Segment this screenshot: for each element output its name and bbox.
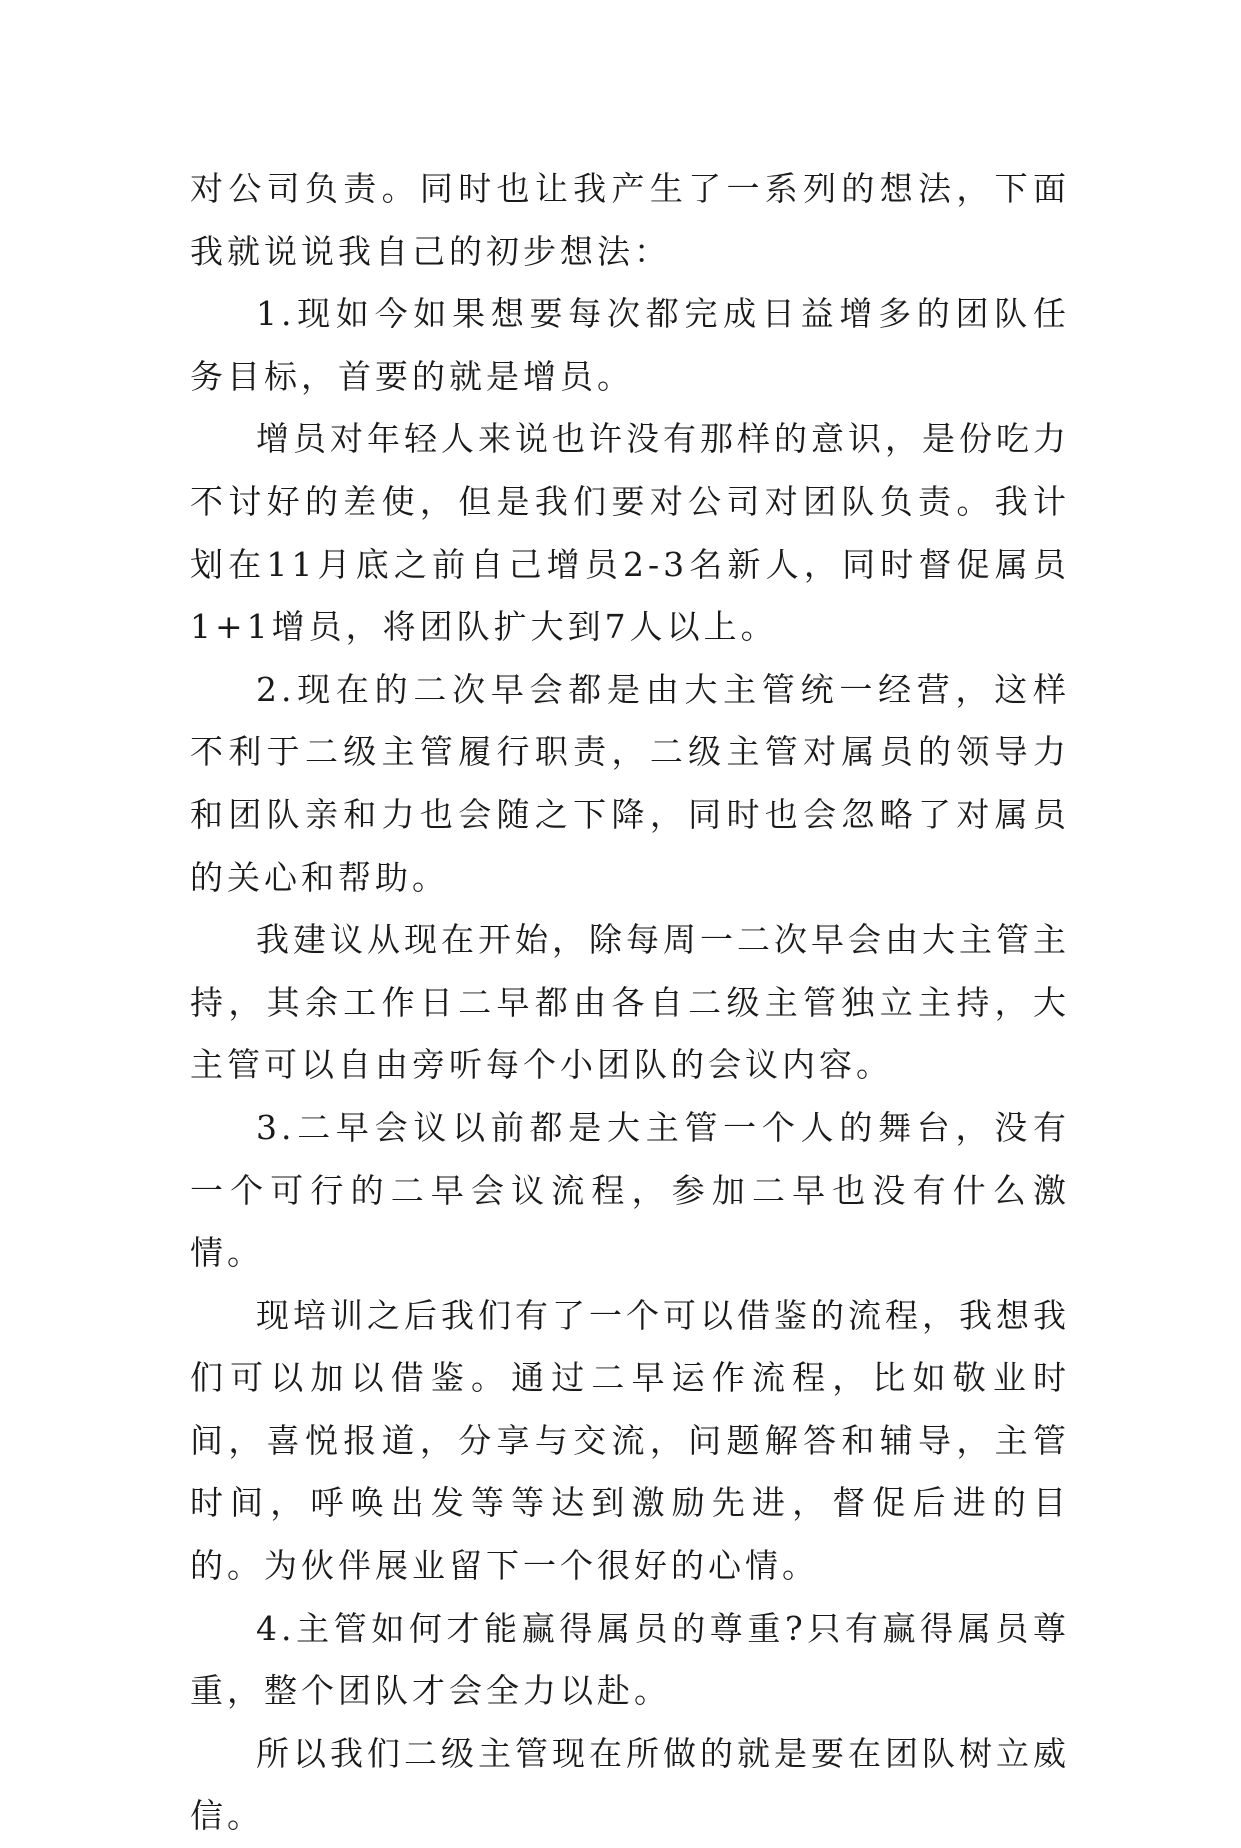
paragraph: 增员对年轻人来说也许没有那样的意识，是份吃力不讨好的差使，但是我们要对公司对团队负责。我计划在11月底之前自己增员2-3名新人，同时督促属员1+1增员，将团队扩大到7人以上。 [190,419,1070,647]
paragraph: 4.主管如何才能赢得属员的尊重?只有赢得属员尊重，整个团队才会全力以赴。 [190,1608,1070,1711]
paragraph: 对公司负责。同时也让我产生了一系列的想法，下面我就说说我自己的初步想法： [190,169,1070,271]
paragraph: 1.现如今如果想要每次都完成日益增多的团队任务目标，首要的就是增员。 [190,294,1070,396]
paragraph: 3.二早会议以前都是大主管一个人的舞台，没有一个可行的二早会议流程，参加二早也没有什么激情。 [190,1107,1070,1273]
paragraph: 现培训之后我们有了一个可以借鉴的流程，我想我们可以加以借鉴。通过二早运作流程，比如敬业时间，喜悦报道，分享与交流，问题解答和辅导，主管时间，呼唤出发等等达到激励先进，督促后进的目的。为伙伴展业留下一个很好的心情。 [190,1295,1070,1586]
paragraph: 2.现在的二次早会都是由大主管统一经营，这样不利于二级主管履行职责，二级主管对属员的领导力和团队亲和力也会随之下降，同时也会忽略了对属员的关心和帮助。 [190,669,1070,897]
document-body [190,158,1070,1848]
paragraph: 所以我们二级主管现在所做的就是要在团队树立威信。 [190,1733,1070,1836]
paragraph: 我建议从现在开始，除每周一二次早会由大主管主持，其余工作日二早都由各自二级主管独立主持，大主管可以自由旁听每个小团队的会议内容。 [190,920,1070,1085]
